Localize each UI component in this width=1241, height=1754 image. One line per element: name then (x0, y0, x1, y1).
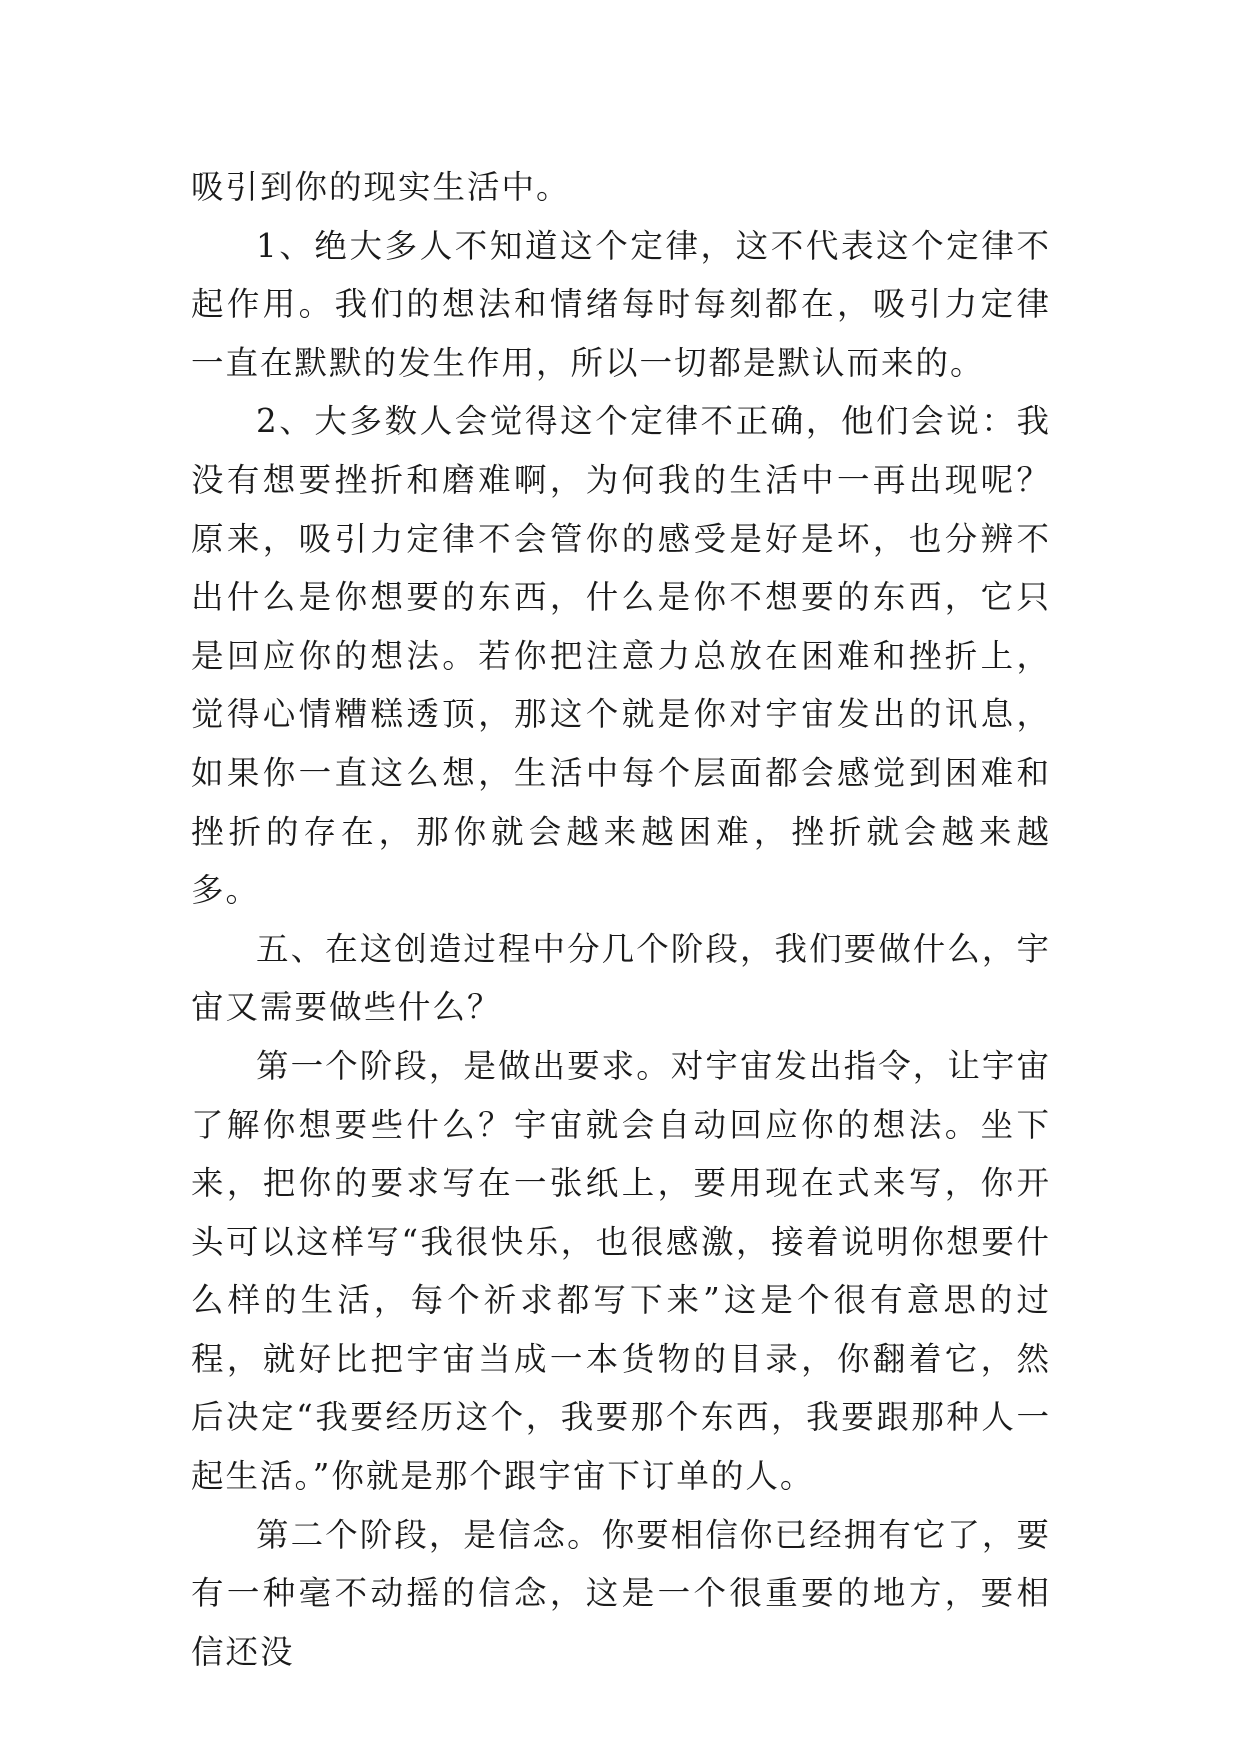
paragraph-point-2: 2、大多数人会觉得这个定律不正确，他们会说：我没有想要挫折和磨难啊，为何我的生活中一再出现呢？原来，吸引力定律不会管你的感受是好是坏，也分辨不出什么是你想要的东西，什么是你不想要的东西，它只是回应你的想法。若你把注意力总放在困难和挫折上，觉得心情糟糕透顶，那这个就是你对宇宙发出的讯息，如果你一直这么想，生活中每个层面都会感觉到困难和挫折的存在，那你就会越来越困难，挫折就会越来越多。 (191, 402, 1051, 910)
paragraph-stage-one: 第一个阶段，是做出要求。对宇宙发出指令，让宇宙了解你想要些什么？宇宙就会自动回应你的想法。坐下来，把你的要求写在一张纸上，要用现在式来写，你开头可以这样写“我很快乐，也很感激，接着说明你想要什么样的生活，每个祈求都写下来”这是个很有意思的过程，就好比把宇宙当成一本货物的目录，你翻着它，然后决定“我要经历这个，我要那个东西，我要跟那种人一起生活。”你就是那个跟宇宙下订单的人。 (191, 1046, 1051, 1496)
paragraph-section-five: 五、在这创造过程中分几个阶段，我们要做什么，宇宙又需要做些什么？ (191, 929, 1051, 1027)
paragraph-stage-two: 第二个阶段，是信念。你要相信你已经拥有它了，要有一种毫不动摇的信念，这是一个很重要的地方，要相信还没 (191, 1515, 1051, 1671)
paragraph-continuation: 吸引到你的现实生活中。 (191, 168, 571, 206)
paragraph-point-1: 1、绝大多人不知道这个定律，这不代表这个定律不起作用。我们的想法和情绪每时每刻都在，吸引力定律一直在默默的发生作用，所以一切都是默认而来的。 (191, 226, 1051, 382)
body-text (191, 158, 1051, 1681)
